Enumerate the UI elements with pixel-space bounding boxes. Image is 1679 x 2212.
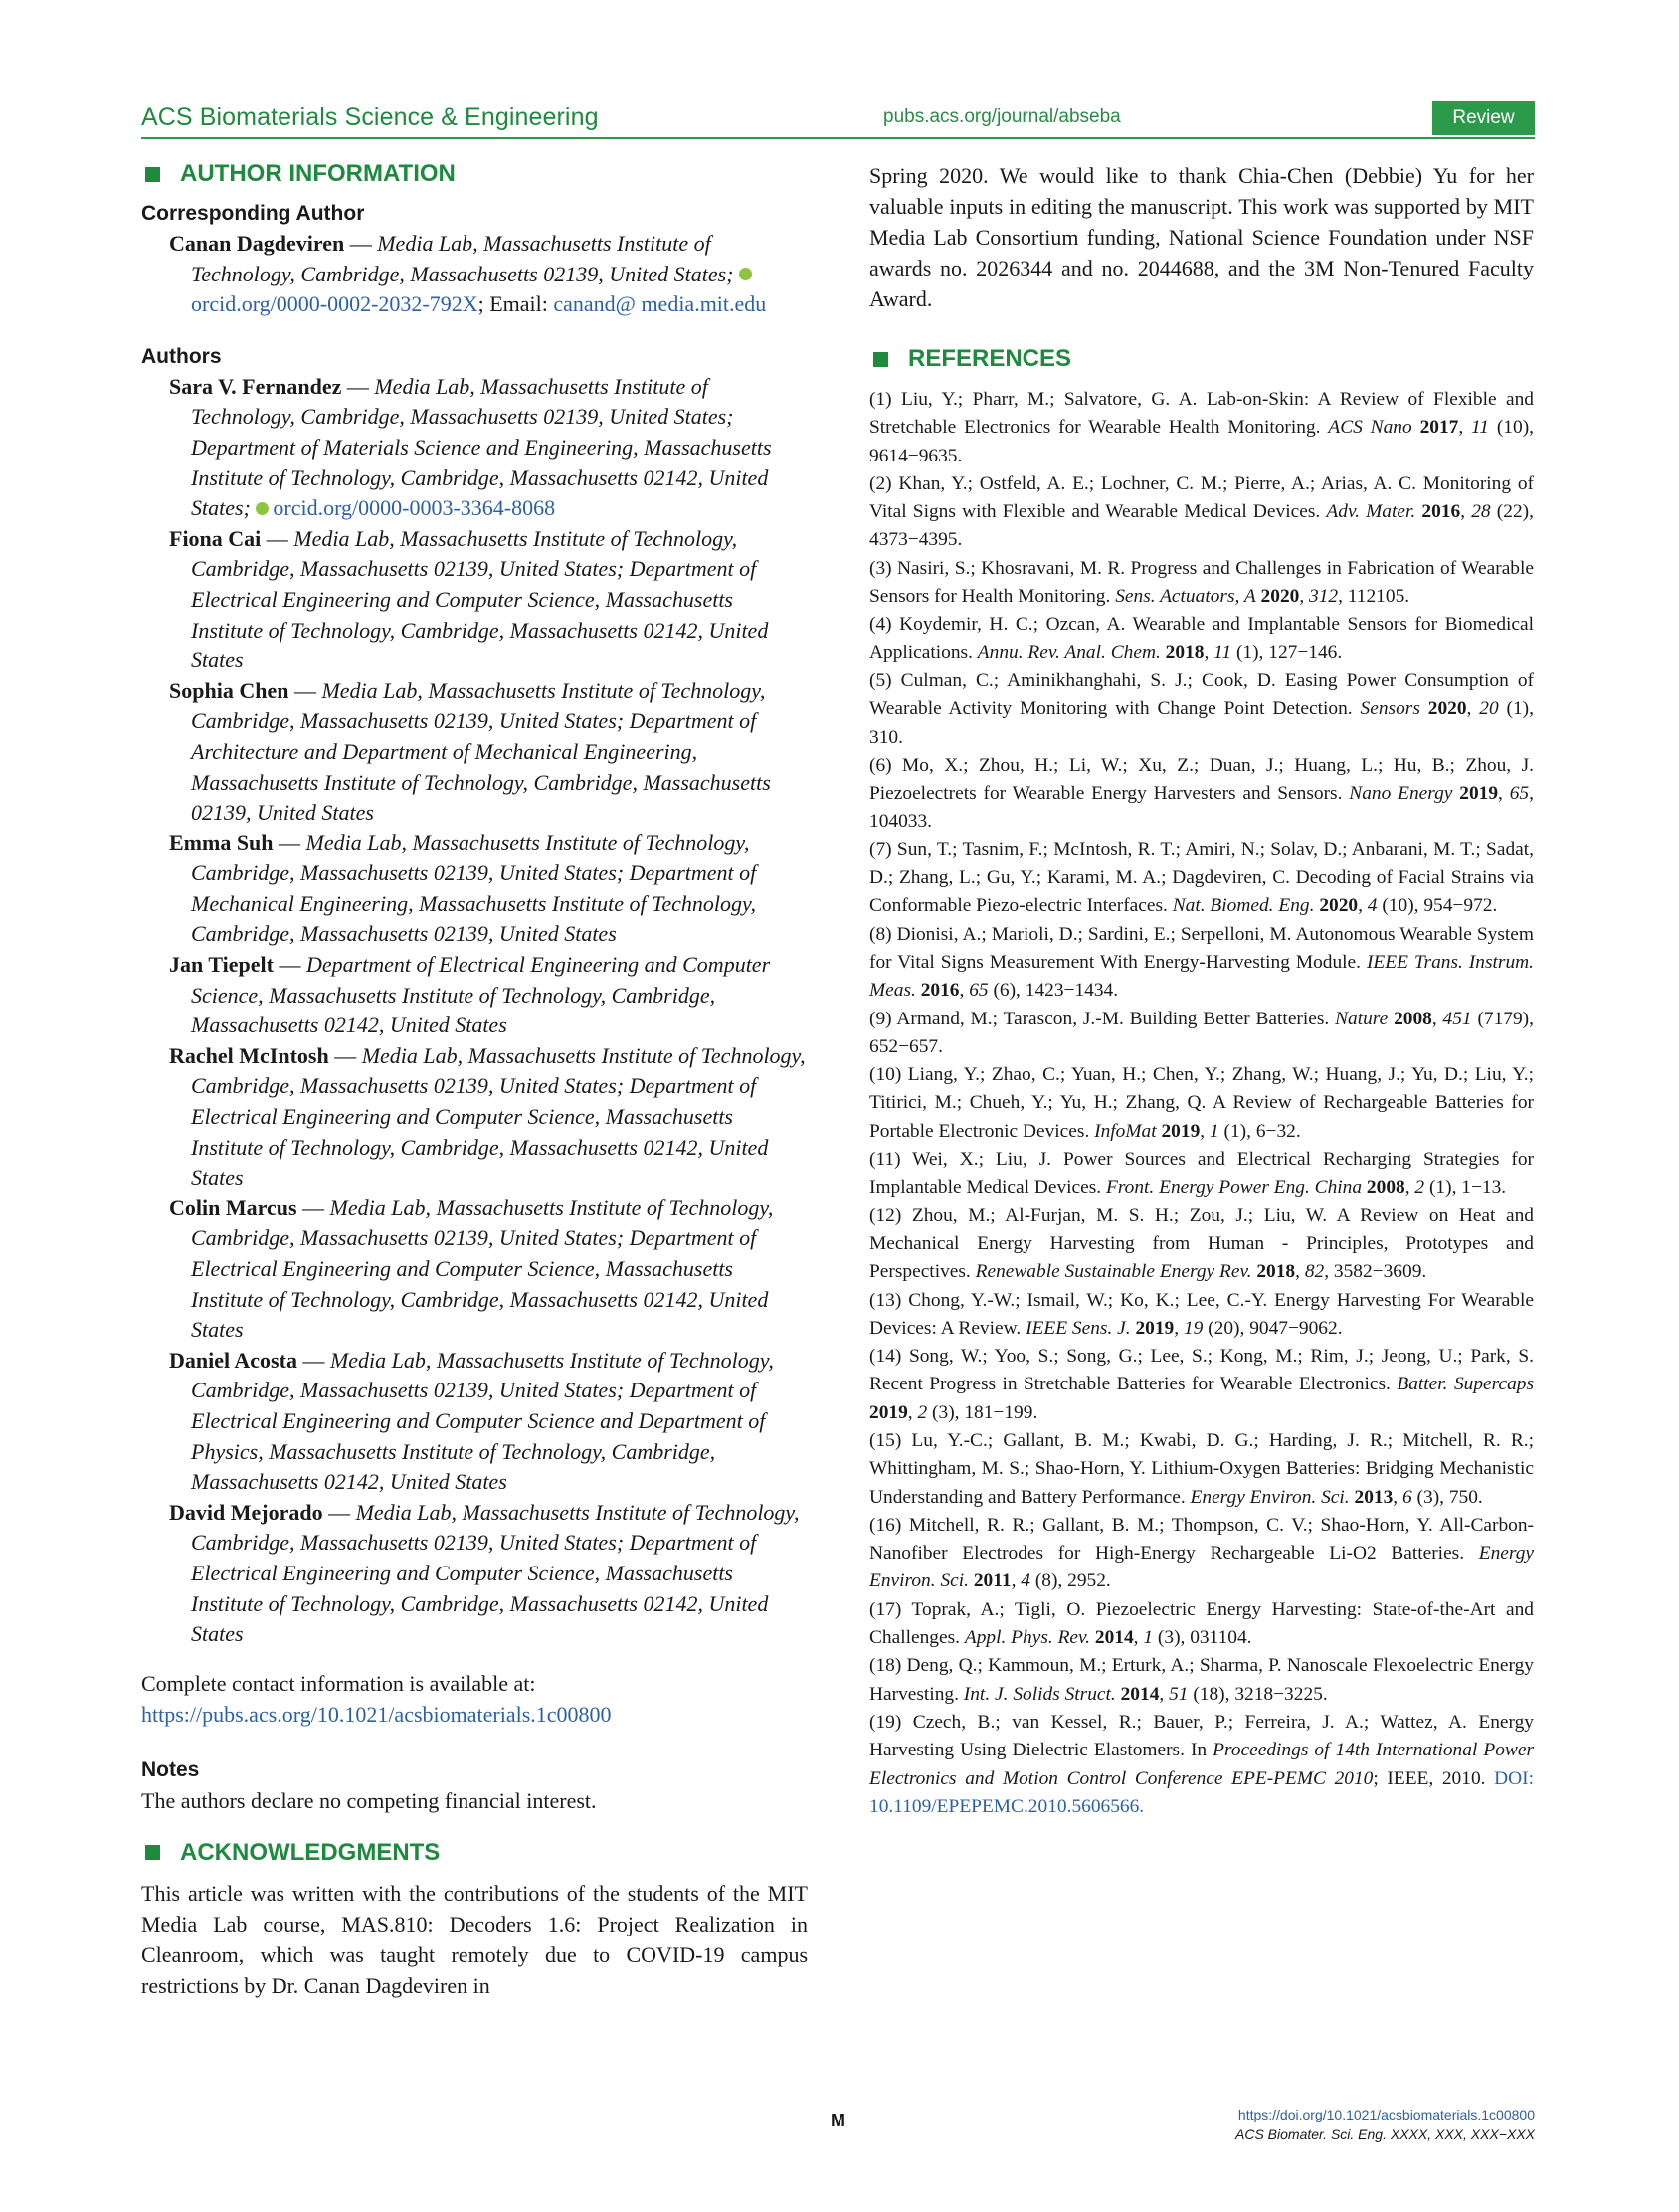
reference-item: (19) Czech, B.; van Kessel, R.; Bauer, P.; Ferreira, J. A.; Wattez, A. Energy Harvesting Using Dielectric Elastomers. In Proceedings of 14th International Power Electronics and Motion Control Conference EPE-PEMC 2010; IEEE, 2010. DOI: 10.1109/EPEPEMC.2010.5606566. — [869, 1711, 1534, 1817]
reference-item: (11) Wei, X.; Liu, J. Power Sources and Electrical Recharging Strategies for Implantable Medical Devices. Front. Energy Power Eng. China 2008, 2 (1), 1−13. — [869, 1149, 1534, 1198]
author-entry: Fiona Cai — Media Lab, Massachusetts Institute of Technology, Cambridge, Massachusetts 02139, United States; Department of Electrical Engineering and Computer Science, Massachusetts Institute of Technology, Cambridge, Massachusetts 02142, United States — [169, 525, 769, 673]
author-name: Canan Dagdeviren — [169, 231, 345, 256]
orcid-icon — [256, 502, 269, 515]
doi-link[interactable]: DOI: 10.1109/EPEPEMC.2010.5606566. — [869, 1767, 1534, 1817]
reference-item: (5) Culman, C.; Aminikhanghahi, S. J.; Cook, D. Easing Power Consumption of Wearable Activity Monitoring with Change Point Detection. Sensors 2020, 20 (1), 310. — [869, 669, 1534, 748]
reference-item: (18) Deng, Q.; Kammoun, M.; Erturk, A.; Sharma, P. Nanoscale Flexoelectric Energy Harvesting. Int. J. Solids Struct. 2014, 51 (18), 3218−3225. — [869, 1655, 1534, 1705]
reference-item: (9) Armand, M.; Tarascon, J.-M. Building Better Batteries. Nature 2008, 451 (7179), 652−657. — [869, 1008, 1534, 1057]
author-entry: Emma Suh — Media Lab, Massachusetts Institute of Technology, Cambridge, Massachusetts 02139, United States; Department of Mechanical Engineering, Massachusetts Institute of Technology, Cambridge, Massachusetts 02139, United States — [169, 830, 757, 947]
section-square-icon — [145, 167, 160, 182]
author-entry: David Mejorado — Media Lab, Massachusetts Institute of Technology, Cambridge, Massachusetts 02139, United States; Department of Electrical Engineering and Computer Science, Massachusetts Institute of Technology, Cambridge, Massachusetts 02142, United States — [169, 1499, 800, 1647]
left-column — [141, 149, 808, 2001]
reference-item: (15) Lu, Y.-C.; Gallant, B. M.; Kwabi, D. G.; Harding, J. R.; Mitchell, R. R.; Whittingham, M. S.; Shao-Horn, Y. Lithium-Oxygen Batteries: Bridging Mechanistic Understanding and Battery Performance. Energy Environ. Sci. 2013, 6 (3), 750. — [869, 1429, 1534, 1508]
orcid-link[interactable]: orcid.org/0000-0002-2032-792X — [191, 291, 478, 317]
author-name: Rachel McIntosh — [169, 1042, 329, 1068]
journal-title[interactable]: ACS Biomaterials Science & Engineering — [141, 103, 599, 131]
author-entry: Colin Marcus — Media Lab, Massachusetts Institute of Technology, Cambridge, Massachusetts 02139, United States; Department of Electrical Engineering and Computer Science, Massachusetts Institute of Technology, Cambridge, Massachusetts 02142, United States — [169, 1195, 774, 1343]
reference-item: (2) Khan, Y.; Ostfeld, A. E.; Lochner, C. M.; Pierre, A.; Arias, A. C. Monitoring of Vital Signs with Flexible and Wearable Medical Devices. Adv. Mater. 2016, 28 (22), 4373−4395. — [869, 472, 1534, 551]
article-doi-link[interactable]: https://doi.org/10.1021/acsbiomaterials.1c00800 — [1237, 2107, 1535, 2122]
reference-item: (14) Song, W.; Yoo, S.; Song, G.; Lee, S.; Kong, M.; Rim, J.; Jeong, U.; Park, S. Recent Progress in Stretchable Batteries for Wearable Electronics. Batter. Supercaps 2019, 2 (3), 181−199. — [869, 1346, 1535, 1423]
references-list — [869, 386, 1534, 1709]
reference-item: (3) Nasiri, S.; Khosravani, M. R. Progress and Challenges in Fabrication of Wearable Sensors for Health Monitoring. Sens. Actuators, A 2020, 312, 112105. — [869, 557, 1534, 608]
author-affiliation: Media Lab, Massachusetts Institute of Technology, Cambridge, Massachusetts 02139, United States; — [191, 231, 734, 286]
contact-info-link[interactable]: https://pubs.acs.org/10.1021/acsbiomaterials.1c00800 — [141, 1701, 612, 1727]
email-link[interactable]: canand@ media.mit.edu — [553, 291, 767, 317]
author-name: Fiona Cai — [169, 525, 262, 551]
right-column — [869, 149, 1534, 1821]
orcid-icon — [739, 268, 752, 280]
reference-item: (6) Mo, X.; Zhou, H.; Li, W.; Xu, Z.; Duan, J.; Huang, L.; Hu, B.; Zhou, J. Piezoelectrets for Wearable Energy Harvesters and Sensors. Nano Energy 2019, 65, 104033. — [869, 754, 1534, 832]
author-affiliation: Department of Electrical Engineering and Computer Science, Massachusetts Institute of Technology, Cambridge, Massachusetts 02142, United States — [191, 952, 771, 1038]
notes-text: The authors declare no competing financial interest. — [141, 1787, 597, 1813]
author-information-heading: AUTHOR INFORMATION — [141, 159, 808, 189]
reference-item: (10) Liang, Y.; Zhao, C.; Yuan, H.; Chen, Y.; Zhang, W.; Huang, J.; Yu, D.; Liu, Y.; Titirici, M.; Chueh, Y.; Yu, H.; Zhang, Q. A Review of Rechargeable Batteries for Portable Electronic Devices. InfoMat 2019, 1 (1), 6−32. — [869, 1064, 1534, 1142]
corresponding-author-heading: Corresponding Author — [141, 202, 365, 225]
reference-item: (13) Chong, Y.-W.; Ismail, W.; Ko, K.; Lee, C.-Y. Energy Harvesting For Wearable Devices: A Review. IEEE Sens. J. 2019, 19 (20), 9047−9062. — [869, 1289, 1534, 1339]
corresponding-author-entry: Canan Dagdeviren — Media Lab, Massachusetts Institute of Technology, Cambridge, Massachusetts 02139, United States; orcid.org/0000-0002-2032-792X; Email: canand@ media.mit.edu — [169, 231, 767, 317]
article-type-badge: Review — [1432, 101, 1535, 135]
header-divider — [141, 137, 1535, 139]
acknowledgments-text: This article was written with the contributions of the students of the MIT Media Lab course, MAS.810: Decoders 1.6: Project Realization in Cleanroom, which was taught remotely due to COVID-19 campus restrictions by Dr. Canan Dagdeviren in — [141, 1880, 808, 1998]
journal-citation: ACS Biomater. Sci. Eng. XXXX, XXX, XXX−XXX — [1235, 2126, 1535, 2142]
author-entry: Daniel Acosta — Media Lab, Massachusetts Institute of Technology, Cambridge, Massachusetts 02139, United States; Department of Electrical Engineering and Computer Science and Department of Physics, Massachusetts Institute of Technology, Cambridge, Massachusetts 02142, United States — [169, 1347, 774, 1495]
author-entry: Rachel McIntosh — Media Lab, Massachusetts Institute of Technology, Cambridge, Massachusetts 02139, United States; Department of Electrical Engineering and Computer Science, Massachusetts Institute of Technology, Cambridge, Massachusetts 02142, United States — [169, 1042, 806, 1191]
author-affiliation: Media Lab, Massachusetts Institute of Technology, Cambridge, Massachusetts 02139, United States; Department of Materials Science and Engineering, Massachusetts Institute of Technology, Cambridge, Massachusetts 02142, United States; — [191, 373, 772, 521]
references-heading: REFERENCES — [869, 344, 1534, 374]
authors-heading: Authors — [141, 344, 222, 368]
author-affiliation: Media Lab, Massachusetts Institute of Technology, Cambridge, Massachusetts 02139, United States; Department of Electrical Engineering and Computer Science and Department of Physics, Massachusetts Institute of Technology, Cambridge, Massachusetts 02142, United States — [191, 1347, 774, 1495]
author-affiliation: Media Lab, Massachusetts Institute of Technology, Cambridge, Massachusetts 02139, United States; Department of Electrical Engineering and Computer Science, Massachusetts Institute of Technology, Cambridge, Massachusetts 02142, United States — [191, 1499, 800, 1647]
author-name: David Mejorado — [169, 1499, 323, 1525]
author-name: Sara V. Fernandez — [169, 373, 342, 399]
author-name: Jan Tiepelt — [169, 952, 274, 978]
reference-item: (8) Dionisi, A.; Marioli, D.; Sardini, E.; Serpelloni, M. Autonomous Wearable System for Vital Signs Measurement With Energy-Harvesting Module. IEEE Trans. Instrum. Meas. 2016, 65 (6), 1423−1434. — [869, 923, 1534, 1002]
notes-heading: Notes — [141, 1757, 200, 1781]
reference-item: (16) Mitchell, R. R.; Gallant, B. M.; Thompson, C. V.; Shao-Horn, Y. All-Carbon-Nanofiber Electrodes for High-Energy Rechargeable Li-O2 Batteries. Energy Environ. Sci. 2011, 4 (8), 2952. — [869, 1514, 1534, 1592]
author-entry: Jan Tiepelt — Department of Electrical Engineering and Computer Science, Massachusetts Institute of Technology, Cambridge, Massachusetts 02142, United States — [169, 952, 771, 1038]
journal-url[interactable]: pubs.acs.org/journal/abseba — [883, 106, 1121, 127]
author-affiliation: Media Lab, Massachusetts Institute of Technology, Cambridge, Massachusetts 02139, United States; Department of Electrical Engineering and Computer Science, Massachusetts Institute of Technology, Cambridge, Massachusetts 02142, United States — [191, 525, 769, 673]
author-entry: Sara V. Fernandez — Media Lab, Massachusetts Institute of Technology, Cambridge, Massachusetts 02139, United States; Department of Materials Science and Engineering, Massachusetts Institute of Technology, Cambridge, Massachusetts 02142, United States; orcid.org/0000-0003-3364-8068 — [169, 373, 772, 521]
reference-item: (7) Sun, T.; Tasnim, F.; McIntosh, R. T.; Amiri, N.; Solav, D.; Anbarani, M. T.; Sadat, D.; Zhang, L.; Gu, Y.; Karami, M. A.; Dagdeviren, C. Decoding of Facial Strains via Conformable Piezo-electric Interfaces. Nat. Biomed. Eng. 2020, 4 (10), 954−972. — [869, 838, 1534, 917]
reference-item: (4) Koydemir, H. C.; Ozcan, A. Wearable and Implantable Sensors for Biomedical Applications. Annu. Rev. Anal. Chem. 2018, 11 (1), 127−146. — [869, 614, 1534, 663]
page-number: M — [831, 2111, 845, 2130]
author-affiliation: Media Lab, Massachusetts Institute of Technology, Cambridge, Massachusetts 02139, United States; Department of Electrical Engineering and Computer Science, Massachusetts Institute of Technology, Cambridge, Massachusetts 02142, United States — [191, 1042, 806, 1191]
reference-item: (12) Zhou, M.; Al-Furjan, M. S. H.; Zou, J.; Liu, W. A Review on Heat and Mechanical Energy Harvesting from Human - Principles, Prototypes and Perspectives. Renewable Sustainable Energy Rev. 2018, 82, 3582−3609. — [869, 1204, 1534, 1283]
section-square-icon — [145, 1845, 160, 1860]
orcid-link[interactable]: orcid.org/0000-0003-3364-8068 — [273, 495, 556, 521]
reference-item: (1) Liu, Y.; Pharr, M.; Salvatore, G. A. Lab-on-Skin: A Review of Flexible and Stretchable Electronics for Wearable Health Monitoring. ACS Nano 2017, 11 (10), 9614−9635. — [869, 389, 1534, 466]
author-affiliation: Media Lab, Massachusetts Institute of Technology, Cambridge, Massachusetts 02139, United States; Department of Mechanical Engineering, Massachusetts Institute of Technology, Cambridge, Massachusetts 02139, United States — [191, 830, 757, 947]
author-entry: Sophia Chen — Media Lab, Massachusetts Institute of Technology, Cambridge, Massachusetts 02139, United States; Department of Architecture and Department of Mechanical Engineering, Massachusetts Institute of Technology, Cambridge, Massachusetts 02139, United States — [169, 677, 771, 826]
section-square-icon — [873, 352, 888, 367]
author-affiliation: Media Lab, Massachusetts Institute of Technology, Cambridge, Massachusetts 02139, United States; Department of Architecture and Department of Mechanical Engineering, Massachusetts Institute of Technology, Cambridge, Massachusetts 02139, United States — [191, 677, 771, 826]
page-header — [141, 101, 1535, 137]
reference-item: (17) Toprak, A.; Tigli, O. Piezoelectric Energy Harvesting: State-of-the-Art and Challenges. Appl. Phys. Rev. 2014, 1 (3), 031104. — [869, 1598, 1534, 1649]
author-name: Emma Suh — [169, 830, 274, 855]
authors-list — [141, 372, 808, 1650]
acknowledgments-text-continued: Spring 2020. We would like to thank Chia-Chen (Debbie) Yu for her valuable inputs in editing the manuscript. This work was supported by MIT Media Lab Consortium funding, National Science Foundation under NSF awards no. 2026344 and no. 2044688, and the 3M Non-Tenured Faculty Award. — [869, 163, 1534, 311]
author-name: Sophia Chen — [169, 677, 289, 703]
author-name: Colin Marcus — [169, 1195, 297, 1220]
author-affiliation: Media Lab, Massachusetts Institute of Technology, Cambridge, Massachusetts 02139, United States; Department of Electrical Engineering and Computer Science, Massachusetts Institute of Technology, Cambridge, Massachusetts 02142, United States — [191, 1195, 774, 1343]
author-name: Daniel Acosta — [169, 1347, 297, 1373]
acknowledgments-heading: ACKNOWLEDGMENTS — [141, 1838, 808, 1868]
contact-info-text: Complete contact information is available at: — [141, 1670, 536, 1696]
